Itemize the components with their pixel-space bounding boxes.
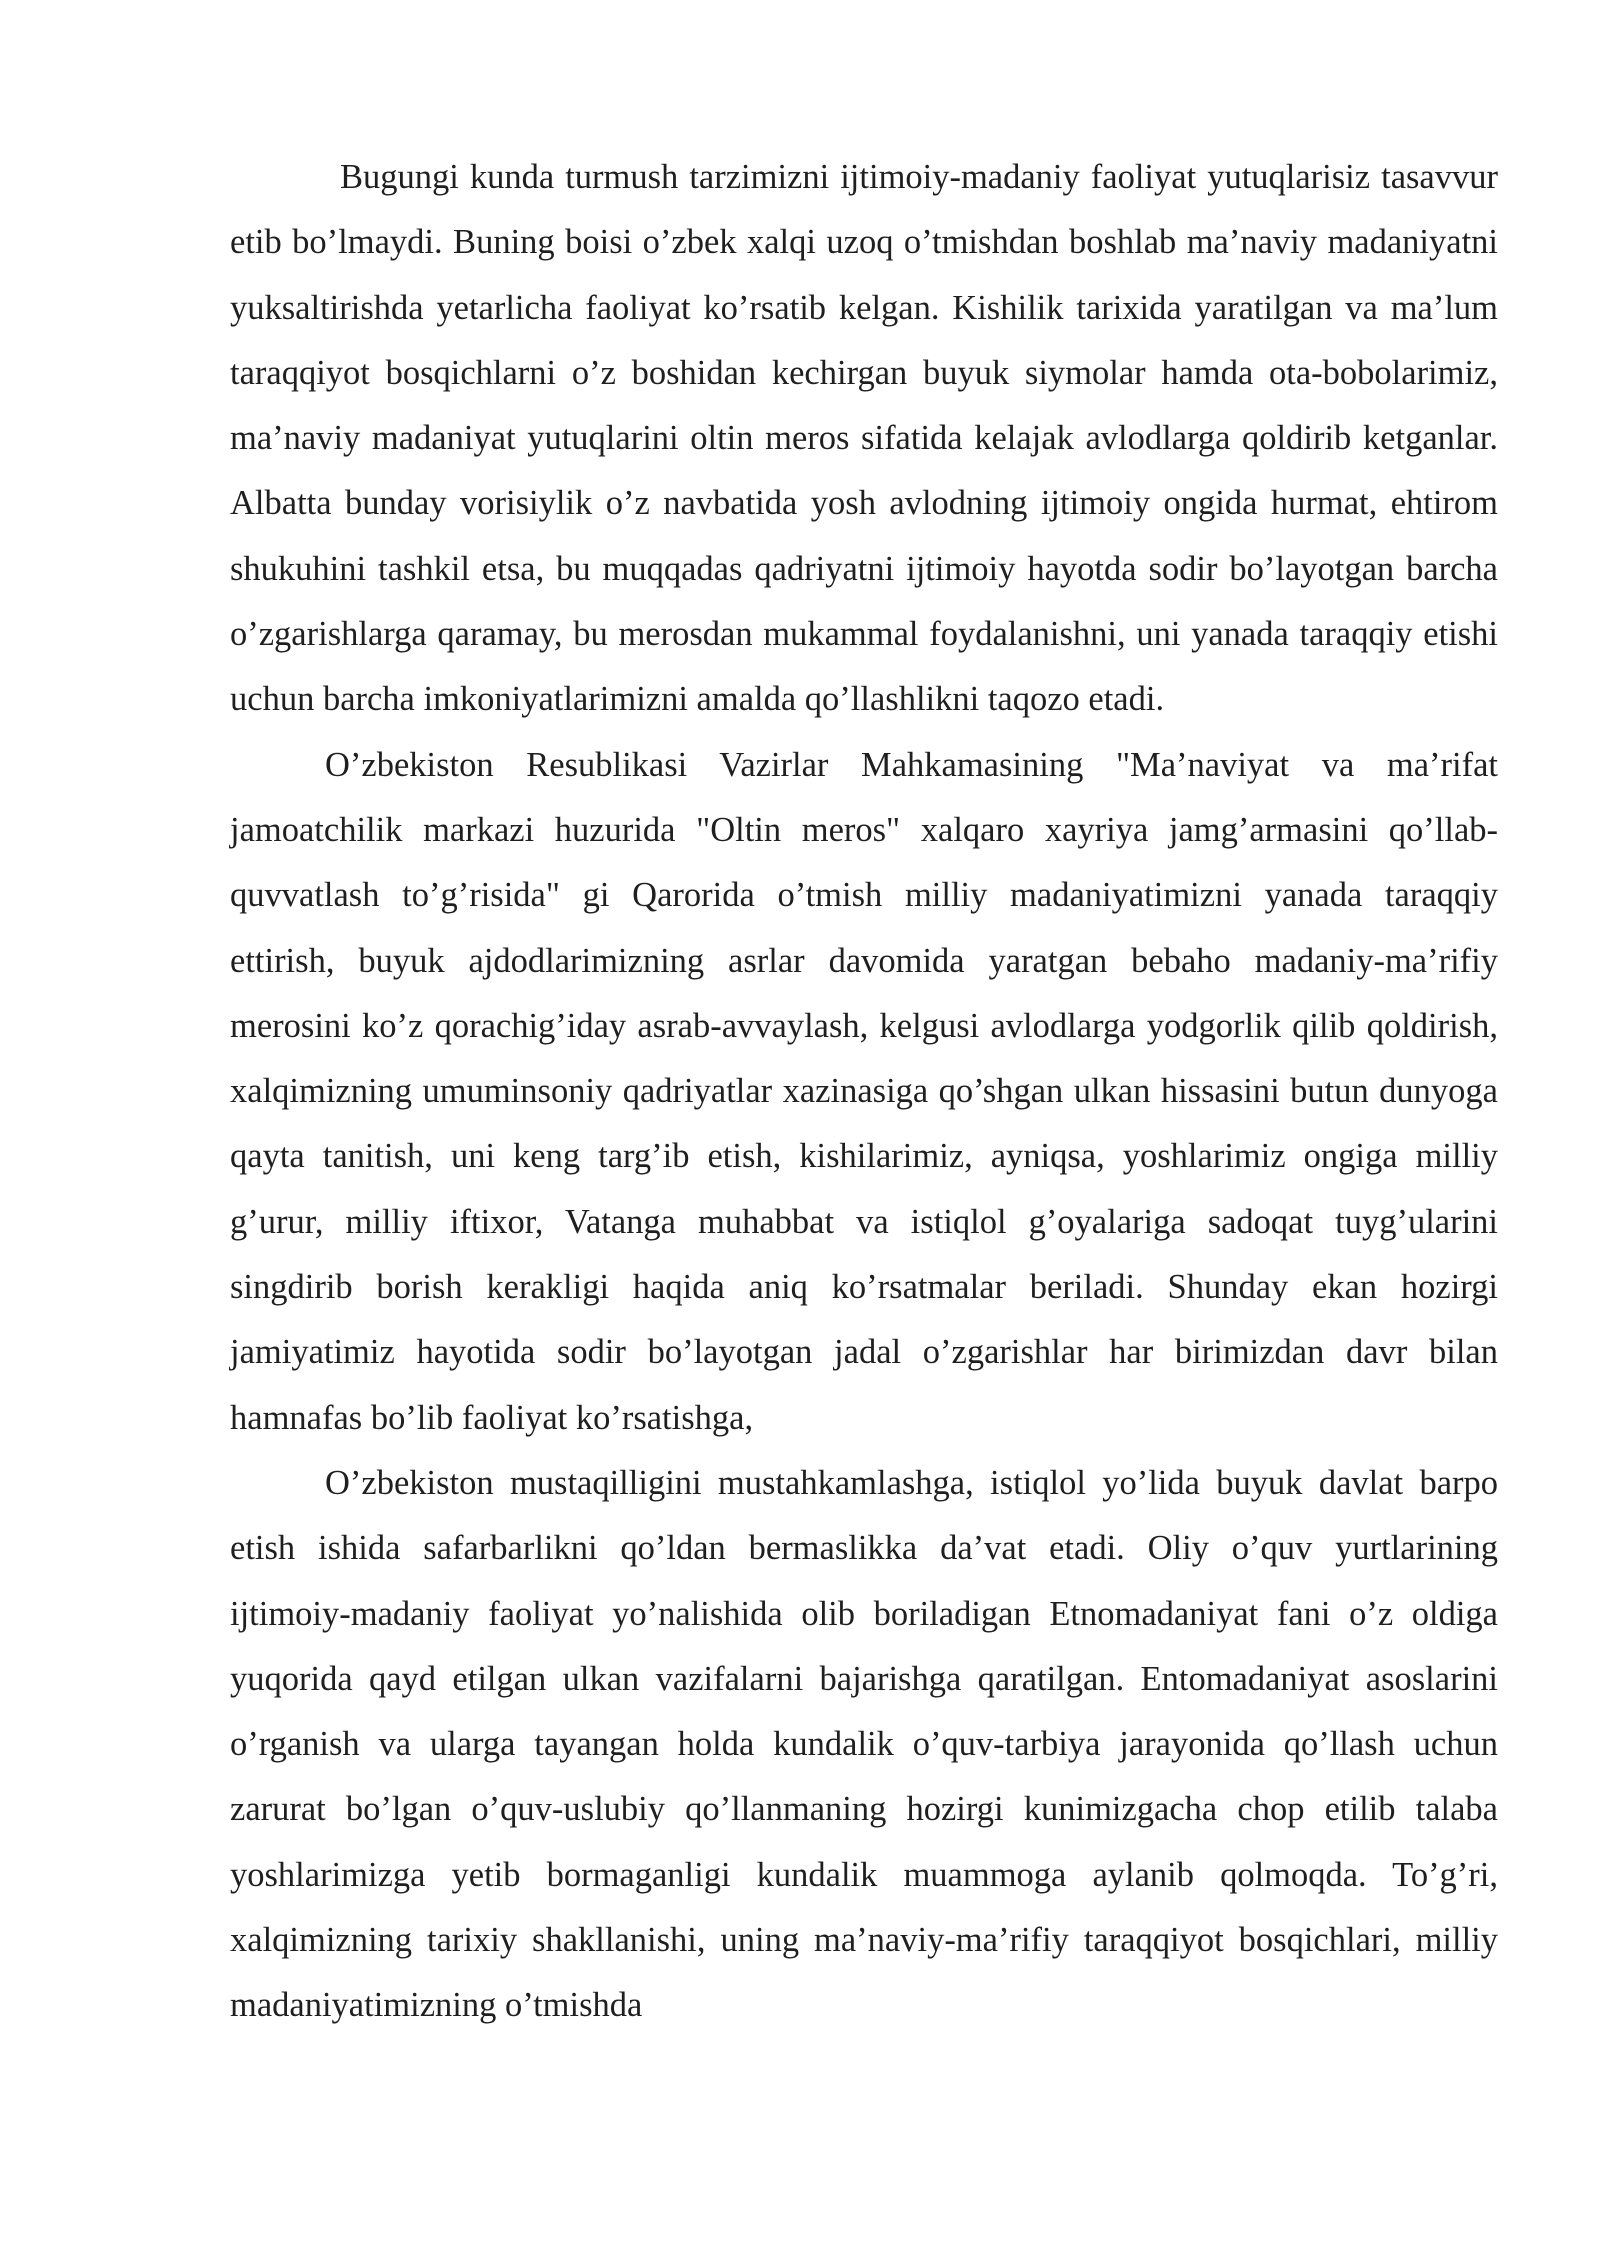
paragraph-3: O’zbekiston mustaqilligini mustahkamlashga, istiqlol yo’lida buyuk davlat barpo etish ishida safarbarlikni qo’ldan bermaslikka da’vat etadi. Oliy o’quv yurtlarining ijtimoiy-madaniy faoliyat yo’nalishida olib boriladigan Etnomadaniyat fani o’z oldiga yuqorida qayd etilgan ulkan vazifalarni bajarishga qaratilgan. Entomadaniyat asoslarini o’rganish va ularga tayangan holda kundalik o’quv-tarbiya jarayonida qo’llash uchun zarurat bo’lgan o’quv-uslubiy qo’llanmaning hozirgi kunimizgacha chop etilib talaba yoshlarimizga yetib bormaganligi kundalik muammoga aylanib qolmoqda. To’g’ri, xalqimizning tarixiy shakllanishi, uning ma’naviy-ma’rifiy taraqqiyot bosqichlari, milliy madaniyatimizning o’tmishda (230, 1463, 1498, 2025)
body-text (230, 145, 1498, 2039)
paragraph-1: Bugungi kunda turmush tarzimizni ijtimoiy-madaniy faoliyat yutuqlarisiz tasavvur etib bo’lmaydi. Buning boisi o’zbek xalqi uzoq o’tmishdan boshlab ma’naviy madaniyatni yuksaltirishda yetarlicha faoliyat ko’rsatib kelgan. Kishilik tarixida yaratilgan va ma’lum taraqqiyot bosqichlarni o’z boshidan kechirgan buyuk siymolar hamda ota-bobolarimiz, ma’naviy madaniyat yutuqlarini oltin meros sifatida kelajak avlodlarga qoldirib ketganlar. Albatta bunday vorisiylik o’z navbatida yosh avlodning ijtimoiy ongida hurmat, ehtirom shukuhini tashkil etsa, bu muqqadas qadriyatni ijtimoiy hayotda sodir bo’layotgan barcha o’zgarishlarga qaramay, bu merosdan mukammal foydalanishni, uni yanada taraqqiy etishi uchun barcha imkoniyatlarimizni amalda qo’llashlikni taqozo etadi. (230, 158, 1498, 719)
paragraph-2: O’zbekiston Resublikasi Vazirlar Mahkamasining "Ma’naviyat va ma’rifat jamoatchilik markazi huzurida "Oltin meros" xalqaro xayriya jamg’armasini qo’llab-quvvatlash to’g’risida" gi Qarorida o’tmish milliy madaniyatimizni yanada taraqqiy ettirish, buyuk ajdodlarimizning asrlar davomida yaratgan bebaho madaniy-ma’rifiy merosini ko’z qorachig’iday asrab-avvaylash, kelgusi avlodlarga yodgorlik qilib qoldirish, xalqimizning umuminsoniy qadriyatlar xazinasiga qo’shgan ulkan hissasini butun dunyoga qayta tanitish, uni keng targ’ib etish, kishilarimiz, ayniqsa, yoshlarimiz ongiga milliy g’urur, milliy iftixor, Vatanga muhabbat va istiqlol g’oyalariga sadoqat tuyg’ularini singdirib borish kerakligi haqida aniq ko’rsatmalar beriladi. Shunday ekan hozirgi jamiyatimiz hayotida sodir bo’layotgan jadal o’zgarishlar har birimizdan davr bilan hamnafas bo’lib faoliyat ko’rsatishga, (230, 745, 1498, 1437)
